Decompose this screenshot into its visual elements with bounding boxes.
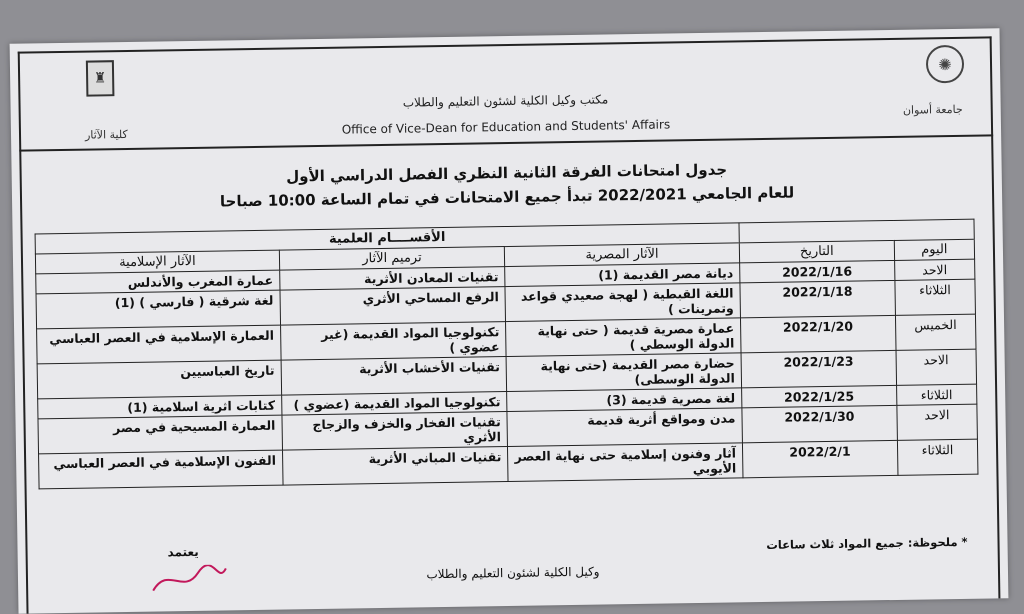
row-date: 2022/1/25 <box>742 385 897 407</box>
row-day: الثلاثاء <box>896 384 976 405</box>
row-islamic: تاريخ العباسيين <box>37 360 281 399</box>
exam-schedule-table <box>35 219 979 490</box>
row-day: الخميس <box>895 314 976 350</box>
col-islamic-header: الآثار الإسلامية <box>35 250 279 274</box>
document-page <box>10 28 1009 613</box>
row-date: 2022/1/20 <box>740 315 895 352</box>
row-egyptian: مدن ومواقع أثرية قديمة <box>507 408 742 447</box>
vice-dean-title: وكيل الكلية لشئون التعليم والطلاب <box>426 564 600 582</box>
col-restoration-header: ترميم الآثار <box>279 247 505 271</box>
row-restoration: تقنيات المعادن الأثرية <box>279 267 505 291</box>
schedule-title: جدول امتحانات الفرقة الثانية النظري الفصل الدراسي الأول <box>286 160 728 186</box>
row-egyptian: حضارة مصر القديمة (حتى نهاية الدولة الوسطى) <box>506 353 741 392</box>
row-islamic: لغة شرقية ( فارسي ) (1) <box>36 290 280 329</box>
faculty-name: كلية الآثار <box>84 127 128 142</box>
col-day-header: اليوم <box>894 239 974 260</box>
faculty-logo-icon: ♜ <box>86 60 115 96</box>
university-name: جامعة أسوان <box>902 102 963 117</box>
signature-scribble-icon <box>148 564 228 595</box>
row-egyptian: اللغة القبطية ( لهجة صعيدي قواعد وتمرينات ) <box>505 283 740 322</box>
row-date: 2022/2/1 <box>742 440 897 477</box>
row-day: الاحد <box>897 404 978 440</box>
col-date-header: التاريخ <box>739 240 894 262</box>
office-title-english: Office of Vice-Dean for Education and Students' Affairs <box>341 117 671 137</box>
row-islamic: العمارة المسيحية في مصر <box>38 415 282 454</box>
row-restoration: تقنيات المباني الأثرية <box>282 447 508 486</box>
row-restoration: تكنولوجيا المواد القديمة (عضوي ) <box>281 392 507 416</box>
row-day: الثلاثاء <box>895 279 976 315</box>
university-logo-icon: ✺ <box>926 45 965 84</box>
row-date: 2022/1/30 <box>742 405 897 442</box>
approval-label: يعتمد <box>167 544 199 560</box>
row-day: الاحد <box>896 349 977 385</box>
row-egyptian: ديانة مصر القديمة (1) <box>505 263 740 287</box>
row-islamic: كتابات اثرية اسلامية (1) <box>38 395 282 419</box>
row-islamic: الفنون الإسلامية في العصر العباسي <box>39 450 283 489</box>
departments-header: الأقســــام العلمية <box>35 223 739 254</box>
office-title-arabic: مكتب وكيل الكلية لشئون التعليم والطلاب <box>402 92 609 110</box>
row-date: 2022/1/16 <box>740 260 895 282</box>
row-date: 2022/1/23 <box>741 350 896 387</box>
row-egyptian: عمارة مصرية قديمة ( حتى نهاية الدولة الوسطي ) <box>506 318 741 357</box>
row-restoration: الرفع المساحي الأثري <box>280 287 506 326</box>
footnote: * ملحوظة: جميع المواد ثلاث ساعات <box>766 534 968 552</box>
row-restoration: تكنولوجيا المواد القديمة (غير عضوي ) <box>280 322 506 361</box>
row-islamic: العمارة الإسلامية في العصر العباسي <box>37 325 281 364</box>
col-egyptian-header: الآثار المصرية <box>505 243 740 267</box>
row-islamic: عمارة المغرب والأندلس <box>36 270 280 294</box>
row-restoration: تقنيات الأخشاب الأثرية <box>281 357 507 396</box>
row-date: 2022/1/18 <box>740 280 895 317</box>
schedule-subtitle: للعام الجامعي 2022/2021 تبدأ جميع الامتحانات في تمام الساعة 10:00 صباحا <box>219 183 795 211</box>
row-day: الاحد <box>894 259 974 280</box>
row-egyptian: لغة مصرية قديمة (3) <box>507 388 742 412</box>
row-day: الثلاثاء <box>897 439 978 475</box>
row-restoration: تقنيات الفخار والخزف والزجاج الأثري <box>282 412 508 451</box>
row-egyptian: آثار وفنون إسلامية حتى نهاية العصر الأيوبي <box>508 443 743 482</box>
